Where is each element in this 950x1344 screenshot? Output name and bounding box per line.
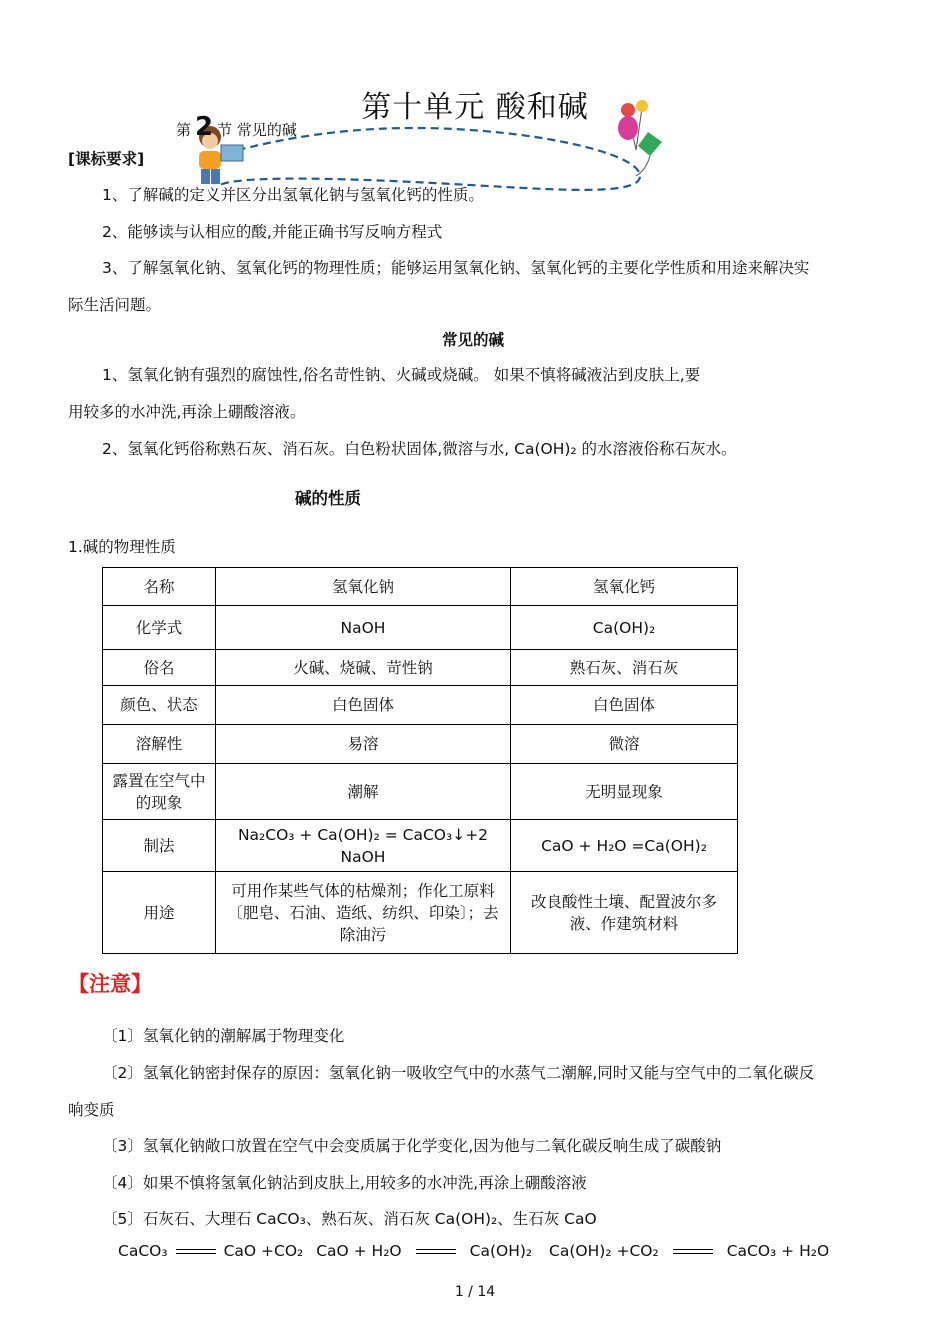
section-label	[176, 112, 297, 142]
note-2: 〔2〕氢氧化钠密封保存的原因：氢氧化钠一吸收空气中的水蒸气二潮解,同时又能与空气中的二氧化碳反	[102, 1064, 815, 1082]
table-cell: 白色固体	[216, 686, 511, 725]
table-cell: 俗名	[103, 650, 216, 686]
page-title: 第十单元 酸和碱	[361, 90, 589, 125]
table-cell: CaO + H₂O =Ca(OH)₂	[511, 820, 738, 872]
note-4: 〔4〕如果不慎将氢氧化钠沾到皮肤上,用较多的水冲洗,再涂上硼酸溶液	[102, 1174, 587, 1192]
note-1: 〔1〕氢氧化钠的潮解属于物理变化	[102, 1027, 345, 1045]
table-cell: 易溶	[216, 725, 511, 764]
table-cell: 微溶	[511, 725, 738, 764]
table-row	[103, 606, 738, 650]
standard-item-3: 3、了解氢氧化钠、氢氧化钙的物理性质；能够运用氢氧化钠、氢氧化钙的主要化学性质和用途来解决实	[102, 259, 810, 277]
standard-item-3-cont: 际生活问题。	[68, 296, 162, 314]
table-cell: 可用作某些气体的枯燥剂；作化工原料〔肥皂、石油、造纸、纺织、印染〕；去除油污	[216, 872, 511, 954]
equation-2-right: Ca(OH)₂	[469, 1242, 533, 1260]
common-bases-p1: 1、氢氧化钠有强烈的腐蚀性,俗名苛性钠、火碱或烧碱。 如果不慎将碱液沾到皮肤上,要	[102, 366, 701, 384]
standards-label: [课标要求]	[68, 150, 145, 168]
equals-sign	[176, 1249, 216, 1254]
table-cell: 溶解性	[103, 725, 216, 764]
notes-heading: 【注意】	[68, 972, 152, 996]
standard-item-2: 2、能够读与认相应的酸,并能正确书写反响方程式	[102, 223, 443, 241]
table-row	[103, 820, 738, 872]
table-cell: 熟石灰、消石灰	[511, 650, 738, 686]
table-cell: 氢氧化钙	[511, 568, 738, 606]
table-cell: 名称	[103, 568, 216, 606]
equation-3-left: Ca(OH)₂ +CO₂	[549, 1242, 659, 1260]
note-5: 〔5〕石灰石、大理石 CaCO₃、熟石灰、消石灰 Ca(OH)₂、生石灰 CaO	[102, 1210, 597, 1228]
equation-2-left: CaO + H₂O	[316, 1242, 402, 1260]
common-bases-heading: 常见的碱	[442, 331, 505, 349]
table-cell: 火碱、烧碱、苛性钠	[216, 650, 511, 686]
table-cell: 改良酸性土壤、配置波尔多液、作建筑材料	[511, 872, 738, 954]
section-suffix: 节 常见的碱	[217, 121, 297, 139]
properties-table	[102, 567, 738, 954]
common-bases-p2: 2、氢氧化钙俗称熟石灰、消石灰。白色粉状固体,微溶与水, Ca(OH)₂ 的水溶液俗称石灰水。	[102, 440, 737, 458]
table-cell: 白色固体	[511, 686, 738, 725]
table-cell: 制法	[103, 820, 216, 872]
note-2-cont: 响变质	[68, 1101, 115, 1119]
common-bases-p1-cont: 用较多的水冲洗,再涂上硼酸溶液。	[68, 403, 306, 421]
equals-sign	[673, 1249, 713, 1254]
table-row	[103, 764, 738, 820]
table-row	[103, 872, 738, 954]
table-cell: 颜色、状态	[103, 686, 216, 725]
properties-heading: 碱的性质	[295, 489, 361, 508]
equation-1-left: CaCO₃	[118, 1242, 168, 1260]
table-cell: 氢氧化钠	[216, 568, 511, 606]
section-prefix: 第	[176, 121, 192, 139]
table-cell: NaOH	[216, 606, 511, 650]
table-row	[103, 686, 738, 725]
table-cell: 潮解	[216, 764, 511, 820]
equations-line	[118, 1242, 829, 1260]
table-cell: 无明显现象	[511, 764, 738, 820]
table-row	[103, 650, 738, 686]
table-cell: 化学式	[103, 606, 216, 650]
note-3: 〔3〕氢氧化钠敞口放置在空气中会变质属于化学变化,因为他与二氧化碳反响生成了碳酸钠	[102, 1137, 722, 1155]
table-cell: Na₂CO₃ + Ca(OH)₂ = CaCO₃↓+2 NaOH	[216, 820, 511, 872]
section-number: 2	[195, 112, 214, 142]
table-cell: 用途	[103, 872, 216, 954]
equals-sign	[416, 1249, 456, 1254]
equation-1-right: CaO +CO₂	[223, 1242, 304, 1260]
table-row	[103, 725, 738, 764]
standard-item-1: 1、了解碱的定义并区分出氢氧化钠与氢氧化钙的性质。	[102, 186, 484, 204]
page-number: 1 / 14	[454, 1284, 496, 1300]
table-cell: Ca(OH)₂	[511, 606, 738, 650]
table-row	[103, 568, 738, 606]
table-cell: 露置在空气中的现象	[103, 764, 216, 820]
physical-properties-label: 1.碱的物理性质	[68, 538, 176, 556]
equation-3-right: CaCO₃ + H₂O	[726, 1242, 830, 1260]
